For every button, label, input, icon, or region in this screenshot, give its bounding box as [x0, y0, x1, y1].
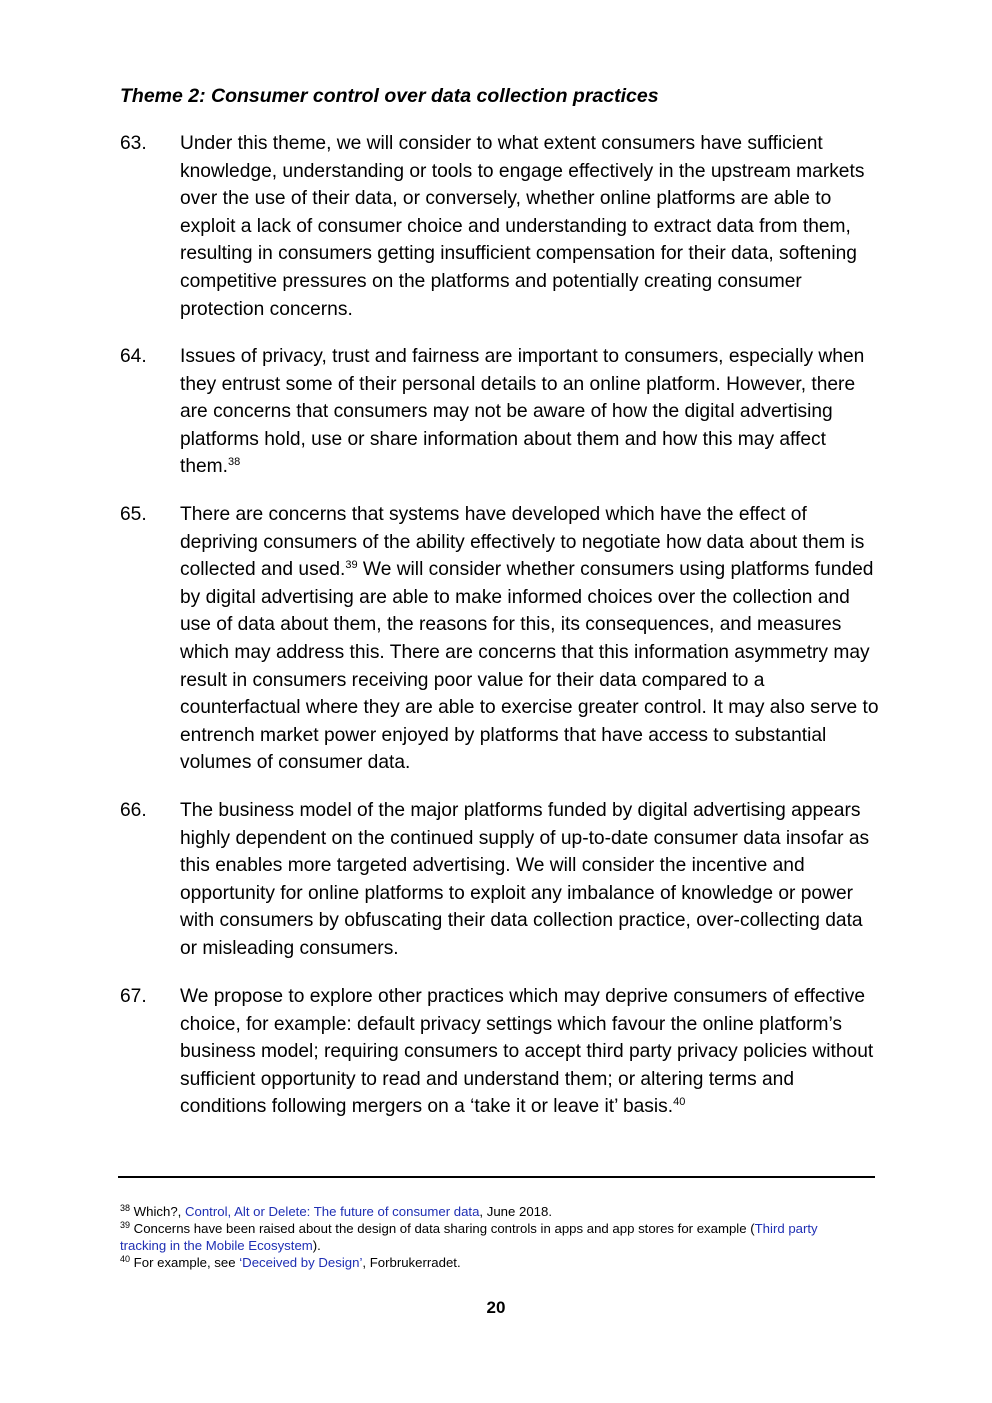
footnote-link[interactable]: Third party tracking in the Mobile Ecosystem [120, 1221, 818, 1253]
footnote-number: 38 [120, 1203, 131, 1213]
footnote-number: 39 [120, 1220, 131, 1230]
footnote-number: 40 [120, 1254, 131, 1264]
footnote-ref-38[interactable]: 38 [228, 456, 241, 469]
paragraph-66 [120, 797, 880, 963]
paragraph-text: The business model of the major platforms funded by digital advertising appears highly dependent on the continued supply of up-to-date consumer data insofar as this enables more targeted advertising. We will consider the incentive and opportunity for online platforms to exploit any imbalance of knowledge or power with consumers by obfuscating their data collection practice, over-collecting data or misleading consumers. [180, 800, 870, 959]
footnote-39 [120, 1220, 860, 1254]
paragraph-number: 67. [120, 986, 147, 1007]
paragraph-number: 63. [120, 133, 147, 154]
paragraph-65 [120, 501, 880, 777]
paragraph-number: 66. [120, 800, 147, 821]
paragraph-67 [120, 983, 880, 1121]
footnote-text: , Forbrukerradet. [362, 1255, 461, 1270]
footnote-text: Which?, [130, 1204, 185, 1219]
footnote-text: , June 2018. [479, 1204, 553, 1219]
page-number: 20 [486, 1298, 506, 1317]
footnote-40 [120, 1254, 860, 1271]
footnote-separator [118, 1176, 875, 1178]
footnote-38 [120, 1203, 860, 1220]
footnotes [120, 1203, 860, 1271]
footnote-text: ). [312, 1238, 321, 1253]
paragraph-text-wrapper [180, 501, 880, 777]
section-heading: Theme 2: Consumer control over data collection practices [120, 85, 659, 107]
paragraph-text-wrapper [180, 983, 880, 1121]
paragraph-text: We propose to explore other practices which may deprive consumers of effective choice, for example: default privacy settings which favour the online platform’s business model; requiring consumers to accept third party privacy policies without sufficient opportunity to read and understand them; or altering terms and conditions following mergers on a ‘take it or leave it’ basis. [180, 986, 874, 1118]
paragraph-64 [120, 343, 880, 481]
paragraph-text: Issues of privacy, trust and fairness are important to consumers, especially when they entrust some of their personal details to an online platform. However, there are concerns that consumers may not be aware of how the digital advertising platforms hold, use or share information about them and how this may affect them. [180, 346, 865, 478]
footnote-ref-40[interactable]: 40 [673, 1096, 686, 1109]
paragraph-63 [120, 130, 880, 323]
paragraph-text-part-a: There are concerns that systems have developed which have the effect of depriving consumers of the ability effectively to negotiate how data about them is collected and used. [180, 504, 865, 581]
footnote-text: For example, see [130, 1255, 240, 1270]
paragraph-number: 65. [120, 504, 147, 525]
footnote-link[interactable]: ‘Deceived by Design’ [239, 1255, 363, 1270]
footnote-text: Concerns have been raised about the design of data sharing controls in apps and app stores for example ( [130, 1221, 755, 1236]
paragraph-text-wrapper [180, 343, 880, 481]
paragraph-number: 64. [120, 346, 147, 367]
footnote-ref-39[interactable]: 39 [345, 559, 358, 572]
paragraph-text-part-b: We will consider whether consumers using platforms funded by digital advertising are able to make informed choices over the collection and use of data about them, the reasons for this, its consequences, and measures which may address this. There are concerns that this information asymmetry may result in consumers receiving poor value for their data compared to a counterfactual where they are able to exercise greater control. It may also serve to entrench market power enjoyed by platforms that have access to substantial volumes of consumer data. [180, 559, 879, 774]
paragraph-text: Under this theme, we will consider to what extent consumers have sufficient knowledge, understanding or tools to engage effectively in the upstream markets over the use of their data, or conversely, whether online platforms are able to exploit a lack of consumer choice and understanding to extract data from them, resulting in consumers getting insufficient compensation for their data, softening competitive pressures on the platforms and potentially creating consumer protection concerns. [180, 133, 865, 320]
footnote-link[interactable]: Control, Alt or Delete: The future of consumer data [184, 1204, 480, 1219]
